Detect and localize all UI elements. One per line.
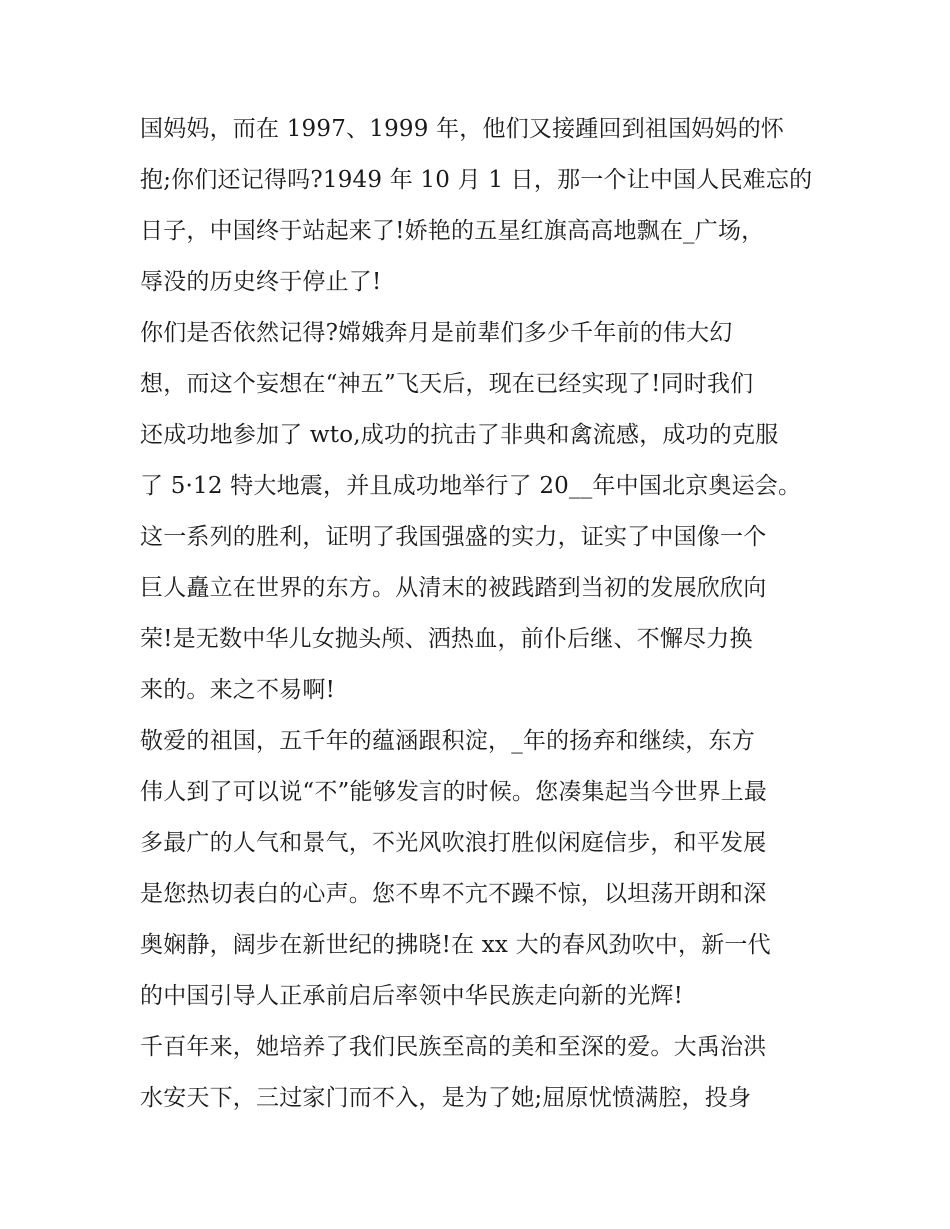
text-line: 伟人到了可以说“不”能够发言的时候。您凑集起当今世界上最 — [140, 779, 768, 805]
text-line: 敬爱的祖国，五千年的蕴涵跟积淀，_年的扬弃和继续，东方 — [140, 728, 755, 754]
text-line: 多最广的人气和景气，不光风吹浪打胜似闲庭信步，和平发展 — [140, 830, 767, 856]
text-line: 抱;你们还记得吗?1949 年 10 月 1 日，那一个让中国人民难忘的 — [140, 167, 813, 193]
text-line: 来的。来之不易啊! — [140, 677, 336, 703]
text-line: 这一系列的胜利，证明了我国强盛的实力，证实了中国像一个 — [140, 524, 767, 550]
text-line: 巨人矗立在世界的东方。从清末的被践踏到当初的发展欣欣向 — [140, 575, 767, 601]
text-line: 荣!是无数中华儿女抛头颅、洒热血，前仆后继、不懈尽力换 — [140, 626, 753, 652]
text-line: 日子，中国终于站起来了!娇艳的五星红旗高高地飘在_广场， — [140, 218, 765, 244]
body-text — [140, 104, 820, 1124]
text-line: 国妈妈，而在 1997、1999 年，他们又接踵回到祖国妈妈的怀 — [140, 116, 785, 142]
text-line: 的中国引导人正承前启后率领中华民族走向新的光辉! — [140, 983, 684, 1009]
text-line: 奥娴静，阔步在新世纪的拂晓!在 xx 大的春风劲吹中，新一代 — [140, 932, 771, 958]
text-line: 千百年来，她培养了我们民族至高的美和至深的爱。大禹治洪 — [140, 1034, 767, 1060]
text-line: 是您热切表白的心声。您不卑不亢不躁不惊，以坦荡开朗和深 — [140, 881, 767, 907]
text-line: 你们是否依然记得?嫦娥奔月是前辈们多少千年前的伟大幻 — [140, 320, 733, 346]
text-line: 还成功地参加了 wto,成功的抗击了非典和禽流感，成功的克服 — [140, 422, 779, 448]
text-line: 想，而这个妄想在“神五”飞天后，现在已经实现了!同时我们 — [140, 371, 754, 397]
text-line: 水安天下，三过家门而不入，是为了她;屈原忧愤满腔，投身 — [140, 1085, 752, 1111]
text-line: 了 5·12 特大地震，并且成功地举行了 20__年中国北京奥运会。 — [140, 473, 802, 499]
text-line: 辱没的历史终于停止了! — [140, 269, 382, 295]
